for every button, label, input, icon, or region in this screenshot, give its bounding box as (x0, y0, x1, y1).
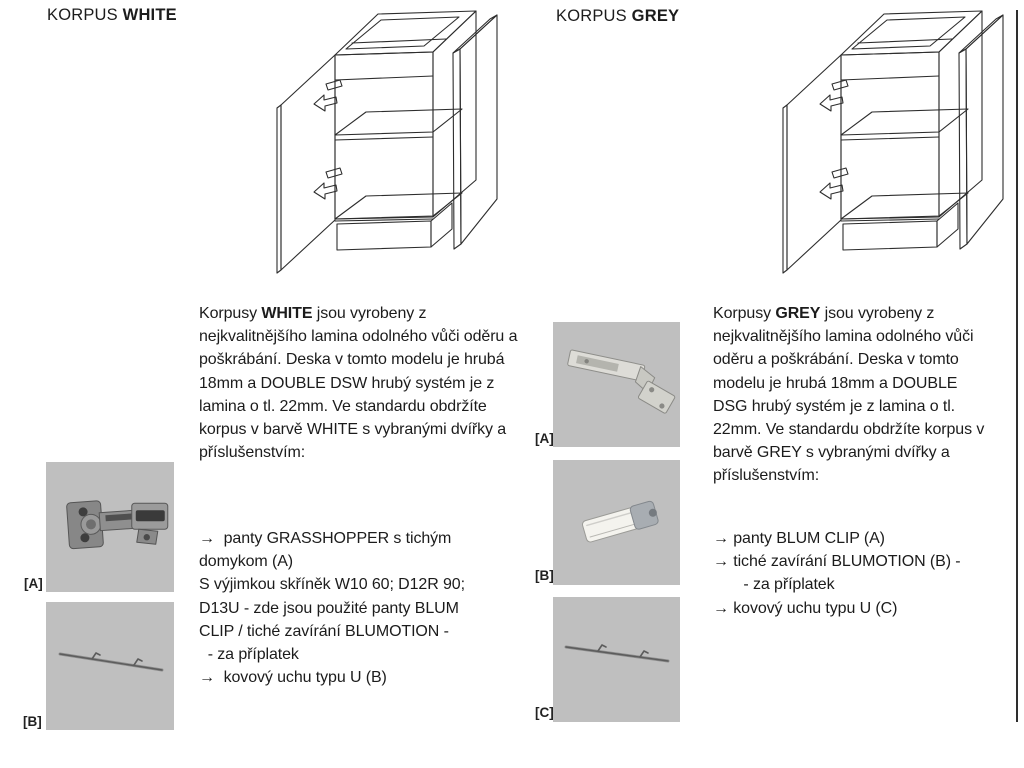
cabinet-door (783, 55, 841, 273)
right-divider-line (1016, 10, 1018, 722)
hinge-mark-icon (820, 168, 848, 199)
white-cabinet-drawing (266, 2, 504, 294)
item-label-b: [B] (23, 714, 42, 729)
photo-grasshopper-hinge (46, 462, 174, 592)
hinge-mark-icon (314, 168, 342, 199)
photo-metal-u-handle (46, 602, 174, 730)
metal-u-handle-drawing (553, 597, 680, 722)
cabinet-side-panel (453, 15, 497, 249)
korpus-grey-title: KORPUS GREY (556, 7, 680, 25)
item-label-c: [C] (535, 705, 554, 720)
photo-blumotion-damper (553, 460, 680, 585)
korpus-white-description: Korpusy WHITE jsou vyrobeny z nejkvalitnějšího lamina odolného vůči oděru a poškrábání. Deska v tomto modelu je hrubá 18mm a DOUBLE DSW hrubý systém je z lamina o tl. 22mm. Ve standardu obdržíte korpus v barvě WHITE s vybranými dvířky a příslušenstvím: (199, 305, 518, 462)
korpus-grey-accessories-list: → panty BLUM CLIP (A) → tiché zavírání BLUMOTION (B) - - za příplatek → kovový uchu typu U (C) (713, 530, 961, 617)
photo-metal-u-handle (553, 597, 680, 722)
korpus-white-accessories-list: → panty GRASSHOPPER s tichým domykom (A) S výjimkou skříněk W10 60; D12R 90; D13U - zde jsou použité panty BLUM CLIP / tiché zavírání BLUMOTION - - za příplatek → kovový uchu typu U (B) (199, 530, 465, 687)
item-label-a: [A] (24, 576, 43, 591)
item-label-b: [B] (535, 568, 554, 583)
grey-cabinet-drawing (772, 2, 1010, 294)
grasshopper-hinge-drawing (46, 462, 174, 592)
hinge-mark-icon (820, 80, 848, 111)
cabinet-door (277, 55, 335, 273)
cabinet-side-panel (959, 15, 1003, 249)
korpus-grey-section (530, 0, 1024, 768)
cabinet-body (335, 11, 476, 250)
photo-blum-clip-hinge (553, 322, 680, 447)
blum-clip-hinge-drawing (553, 322, 680, 447)
item-label-a: [A] (535, 431, 554, 446)
cabinet-body (841, 11, 982, 250)
korpus-grey-description: Korpusy GREY jsou vyrobeny z nejkvalitnějšího lamina odolného vůči oděru a poškrábání. Deska v tomto modelu je hrubá 18mm a DOUBLE DSG hrubý systém je z lamina o tl. 22mm. Ve standardu obdržíte korpus v barvě GREY s vybranými dvířky a příslušenstvím: (713, 305, 985, 485)
korpus-white-title: KORPUS WHITE (47, 6, 177, 24)
blumotion-damper-drawing (553, 460, 680, 585)
metal-u-handle-drawing (46, 602, 174, 730)
hinge-mark-icon (314, 80, 342, 111)
